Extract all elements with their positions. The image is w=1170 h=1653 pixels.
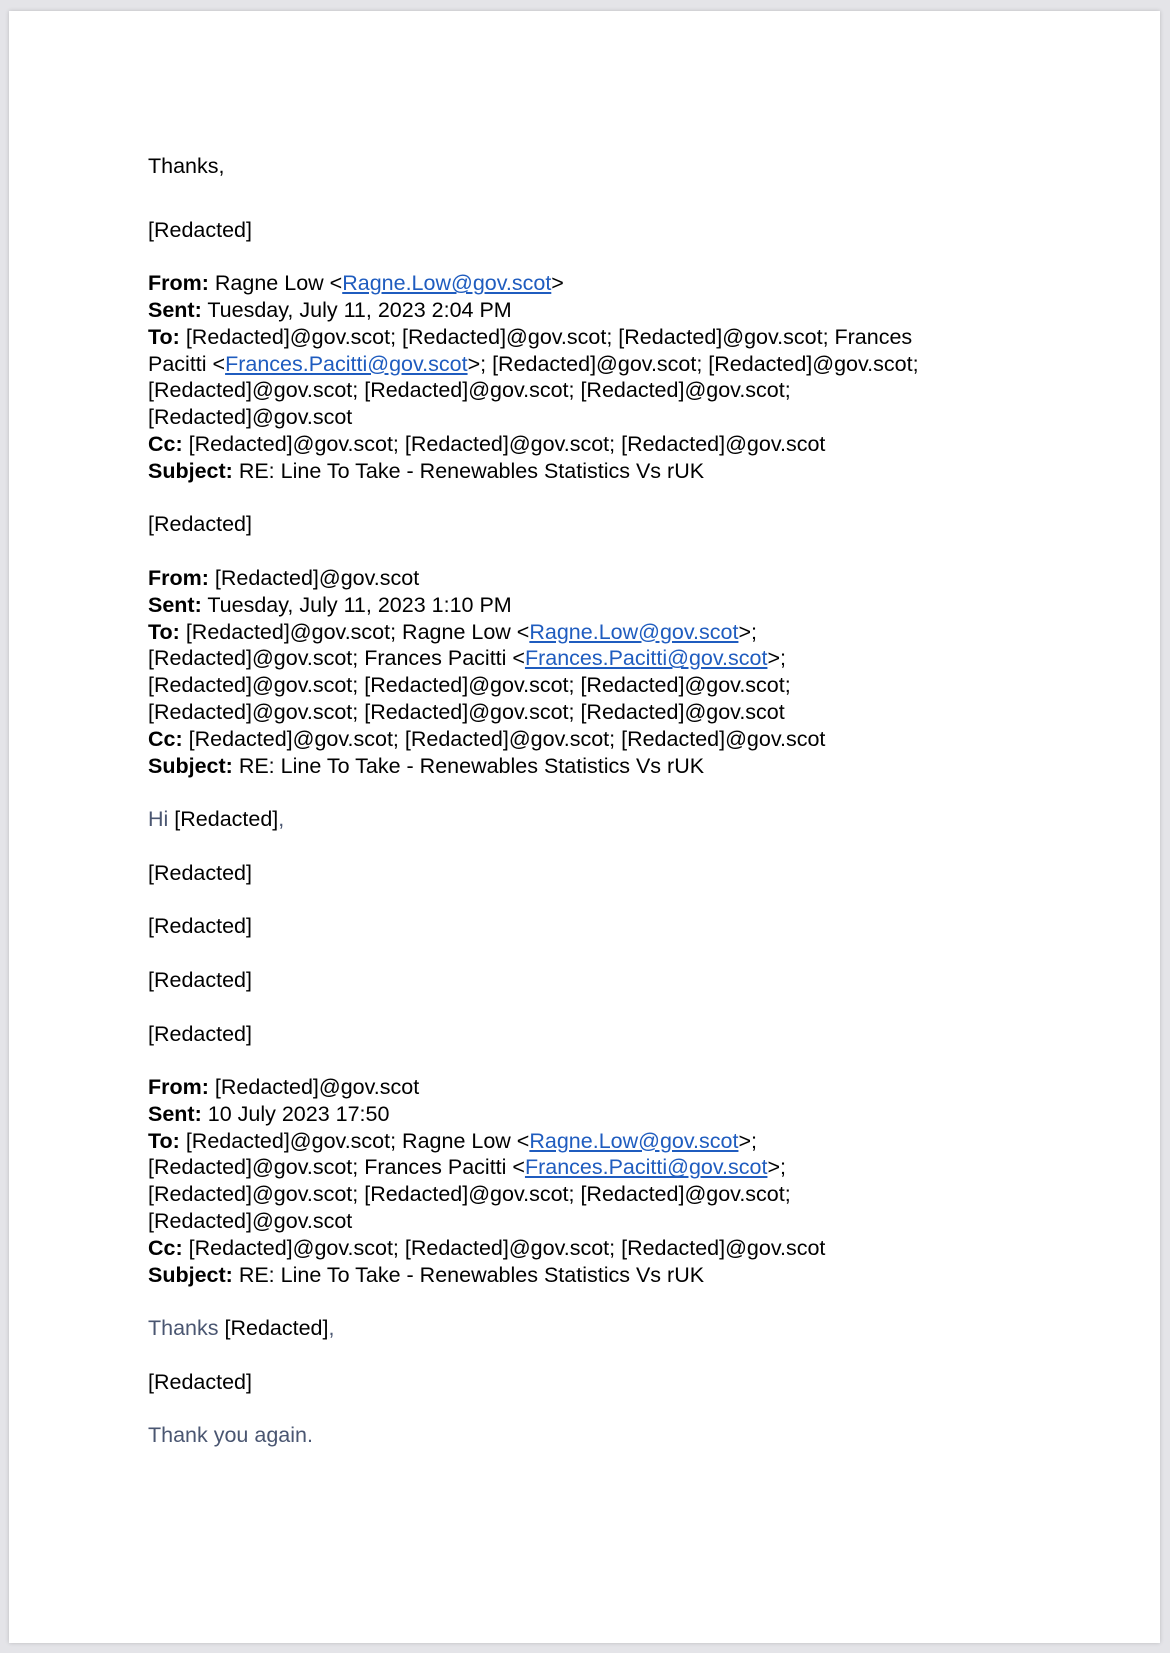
to-line-continued: [Redacted]@gov.scot; Frances Pacitti <Frances.Pacitti@gov.scot>; xyxy=(148,1155,786,1180)
cc-line: Cc: [Redacted]@gov.scot; [Redacted]@gov.scot; [Redacted]@gov.scot xyxy=(148,431,826,456)
to-line-continued: [Redacted]@gov.scot; [Redacted]@gov.scot; [Redacted]@gov.scot; xyxy=(148,1182,791,1207)
email-link-ragne-low[interactable]: Ragne.Low@gov.scot xyxy=(529,1128,739,1153)
cc-line: Cc: [Redacted]@gov.scot; [Redacted]@gov.scot; [Redacted]@gov.scot xyxy=(148,1235,826,1260)
subject-line: Subject: RE: Line To Take - Renewables Statistics Vs rUK xyxy=(148,458,705,483)
from-line: From: Ragne Low <Ragne.Low@gov.scot> xyxy=(148,271,564,296)
email-body-3: [Redacted] xyxy=(148,1369,252,1394)
to-line: To: [Redacted]@gov.scot; [Redacted]@gov.scot; [Redacted]@gov.scot; Frances xyxy=(148,324,913,349)
closing-thanks: Thanks, xyxy=(148,154,225,178)
to-line-continued: [Redacted]@gov.scot; [Redacted]@gov.scot; [Redacted]@gov.scot; xyxy=(148,378,791,403)
to-line-continued: [Redacted]@gov.scot xyxy=(148,405,353,430)
email-body-1: [Redacted] xyxy=(148,512,252,537)
email-header-1 xyxy=(148,270,1048,484)
subject-line: Subject: RE: Line To Take - Renewables Statistics Vs rUK xyxy=(148,1262,705,1287)
email-thread xyxy=(148,153,1048,1449)
email-link-ragne-low[interactable]: Ragne.Low@gov.scot xyxy=(342,271,552,296)
sent-line: Sent: 10 July 2023 17:50 xyxy=(148,1101,390,1126)
to-line: To: [Redacted]@gov.scot; Ragne Low <Ragne.Low@gov.scot>; xyxy=(148,619,757,644)
email-link-ragne-low[interactable]: Ragne.Low@gov.scot xyxy=(529,619,739,644)
email-paragraph: [Redacted] xyxy=(148,860,252,885)
from-line: From: [Redacted]@gov.scot xyxy=(148,565,420,590)
to-line: To: [Redacted]@gov.scot; Ragne Low <Ragne.Low@gov.scot>; xyxy=(148,1128,757,1153)
cc-line: Cc: [Redacted]@gov.scot; [Redacted]@gov.scot; [Redacted]@gov.scot xyxy=(148,726,826,751)
email-header-2 xyxy=(148,565,1048,779)
email-link-frances-pacitti[interactable]: Frances.Pacitti@gov.scot xyxy=(225,351,468,376)
email-paragraph: [Redacted] xyxy=(148,967,252,992)
to-line-continued: [Redacted]@gov.scot; [Redacted]@gov.scot; [Redacted]@gov.scot xyxy=(148,699,785,724)
to-line-continued: [Redacted]@gov.scot xyxy=(148,1209,353,1234)
sent-line: Sent: Tuesday, July 11, 2023 2:04 PM xyxy=(148,297,512,322)
subject-line: Subject: RE: Line To Take - Renewables Statistics Vs rUK xyxy=(148,753,705,778)
from-line: From: [Redacted]@gov.scot xyxy=(148,1075,420,1100)
to-line-continued: [Redacted]@gov.scot; [Redacted]@gov.scot; [Redacted]@gov.scot; xyxy=(148,673,791,698)
email-paragraph: [Redacted] xyxy=(148,1021,252,1046)
email-closing-3: Thank you again. xyxy=(148,1423,313,1448)
to-line-continued: [Redacted]@gov.scot; Frances Pacitti <Frances.Pacitti@gov.scot>; xyxy=(148,646,786,671)
email-link-frances-pacitti[interactable]: Frances.Pacitti@gov.scot xyxy=(524,646,768,671)
closing-signature: [Redacted] xyxy=(148,217,252,242)
email-greeting-2: Hi [Redacted], xyxy=(148,807,285,832)
email-link-frances-pacitti[interactable]: Frances.Pacitti@gov.scot xyxy=(524,1155,768,1180)
document-page xyxy=(9,11,1160,1643)
to-line-continued: Pacitti <Frances.Pacitti@gov.scot>; [Redacted]@gov.scot; [Redacted]@gov.scot; xyxy=(148,351,919,376)
email-header-3 xyxy=(148,1074,1048,1288)
sent-line: Sent: Tuesday, July 11, 2023 1:10 PM xyxy=(148,592,512,617)
email-paragraph: [Redacted] xyxy=(148,914,252,939)
email-greeting-3: Thanks [Redacted], xyxy=(148,1316,335,1341)
